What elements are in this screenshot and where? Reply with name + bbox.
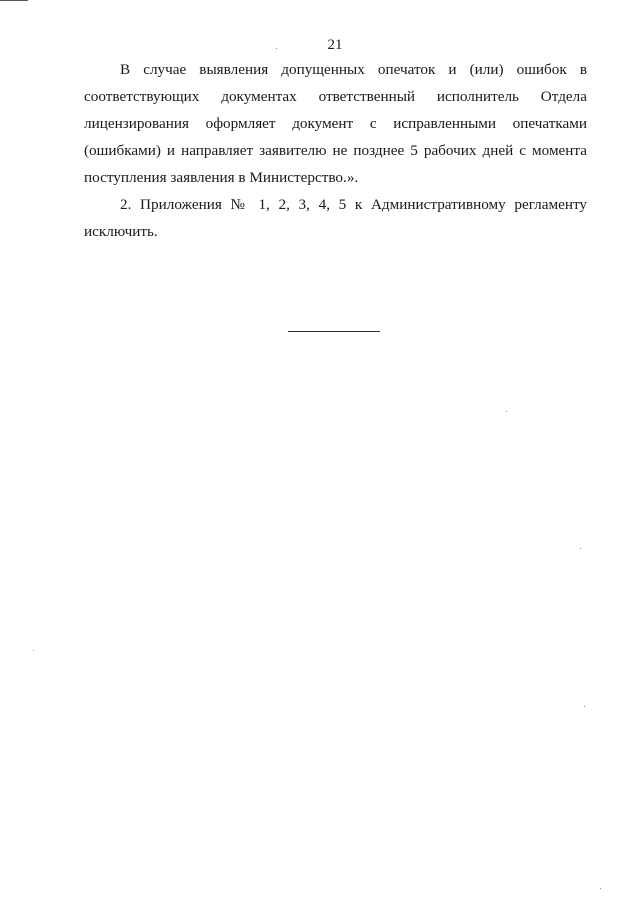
page-number: 21 [327, 37, 343, 53]
paragraph-2-line-2: исключить. [84, 223, 158, 240]
scan-speck [600, 888, 601, 889]
paragraph-1-line-2: соответствующих документах ответственный исполнитель Отдела [84, 88, 587, 105]
scan-speck [276, 48, 277, 49]
scan-speck [506, 411, 507, 412]
scan-speck [33, 650, 34, 651]
paragraph-1-line-3: лицензирования оформляет документ с исправленными опечатками [84, 115, 587, 132]
paragraph-1-line-1: В случае выявления допущенных опечаток и (или) ошибок в [120, 61, 587, 78]
scan-edge-mark [0, 0, 28, 1]
end-of-text-rule [288, 331, 380, 332]
paragraph-2-line-1: 2. Приложения № 1, 2, 3, 4, 5 к Административному регламенту [120, 196, 587, 213]
scan-speck [584, 706, 585, 707]
scan-speck [580, 548, 581, 549]
paragraph-1-line-5: поступления заявления в Министерство.». [84, 169, 359, 186]
paragraph-1-line-4: (ошибками) и направляет заявителю не позднее 5 рабочих дней с момента [84, 142, 587, 159]
